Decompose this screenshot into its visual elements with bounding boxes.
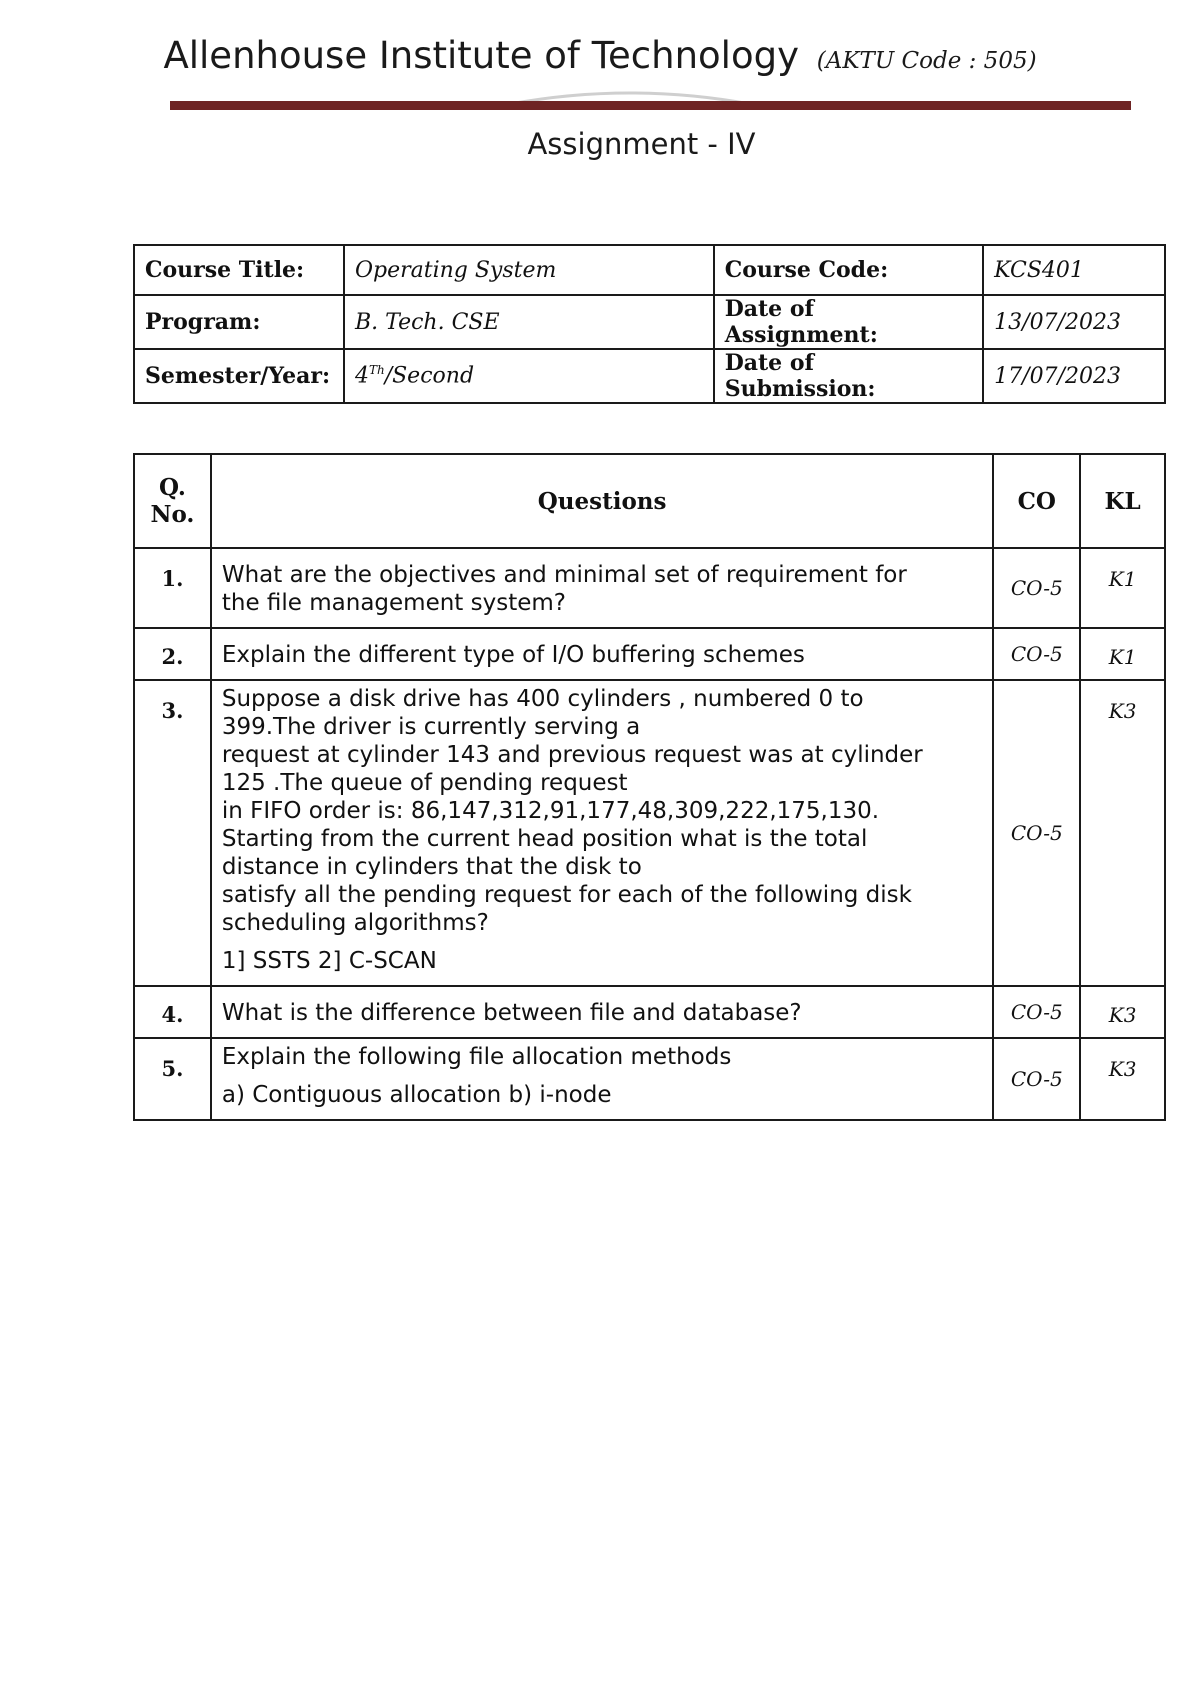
course-outcome: CO-5 (993, 628, 1080, 680)
semester-suffix: Th (368, 363, 385, 378)
course-row (134, 245, 1165, 295)
knowledge-level: K3 (1080, 986, 1165, 1038)
questions-table (133, 453, 1166, 1121)
course-outcome: CO-5 (993, 1038, 1080, 1120)
course-code-value: KCS401 (983, 245, 1165, 295)
table-row (134, 986, 1165, 1038)
course-outcome: CO-5 (993, 986, 1080, 1038)
semester-value (344, 349, 714, 403)
knowledge-level: K1 (1080, 548, 1165, 628)
program-label: Program: (134, 295, 344, 349)
institute-name: Allenhouse Institute of Technology (163, 34, 799, 77)
question-number: 5. (134, 1038, 211, 1120)
date-submission-label: Date of Submission: (714, 349, 983, 403)
course-title-value: Operating System (344, 245, 714, 295)
question-number: 1. (134, 548, 211, 628)
question-text: Suppose a disk drive has 400 cylinders , numbered 0 to 399.The driver is currently serving a request at cylinder 143 and previous request was at cylinder 125 .The queue of pending request in FIFO order is: 86,147,312,91,177,48,309,222,175,130. Starting from the current head position what is the total distance in cylinders that the disk to satisfy all the pending request for each of the following disk scheduling algorithms? 1] SSTS 2] C-SCAN (211, 680, 994, 986)
date-assignment-value: 13/07/2023 (983, 295, 1165, 349)
program-row (134, 295, 1165, 349)
question-number: 3. (134, 680, 211, 986)
semester-label: Semester/Year: (134, 349, 344, 403)
course-outcome: CO-5 (993, 680, 1080, 986)
table-row (134, 680, 1165, 986)
table-row (134, 548, 1165, 628)
semester-year: /Second (384, 363, 475, 389)
question-text: Explain the different type of I/O buffering schemes (211, 628, 994, 680)
questions-header-row (134, 454, 1165, 548)
institute-heading (0, 34, 1200, 77)
table-row (134, 628, 1165, 680)
question-text: What are the objectives and minimal set of requirement for the file management system? (211, 548, 994, 628)
program-value: B. Tech. CSE (344, 295, 714, 349)
semester-number: 4 (354, 363, 369, 389)
date-submission-value: 17/07/2023 (983, 349, 1165, 403)
question-text: What is the difference between file and database? (211, 986, 994, 1038)
header-divider (170, 101, 1131, 110)
semester-row (134, 349, 1165, 403)
course-info-table (133, 244, 1166, 404)
question-text: Explain the following file allocation methods a) Contiguous allocation b) i-node (211, 1038, 994, 1120)
table-row (134, 1038, 1165, 1120)
knowledge-level: K1 (1080, 628, 1165, 680)
questions-header: Questions (211, 454, 994, 548)
qno-header: Q. No. (134, 454, 211, 548)
kl-header: KL (1080, 454, 1165, 548)
course-outcome: CO-5 (993, 548, 1080, 628)
course-code-label: Course Code: (714, 245, 983, 295)
knowledge-level: K3 (1080, 680, 1165, 986)
question-number: 2. (134, 628, 211, 680)
knowledge-level: K3 (1080, 1038, 1165, 1120)
assignment-title: Assignment - IV (527, 127, 756, 161)
date-assignment-label: Date of Assignment: (714, 295, 983, 349)
question-number: 4. (134, 986, 211, 1038)
co-header: CO (993, 454, 1080, 548)
aktu-code: (AKTU Code : 505) (816, 48, 1037, 74)
course-title-label: Course Title: (134, 245, 344, 295)
